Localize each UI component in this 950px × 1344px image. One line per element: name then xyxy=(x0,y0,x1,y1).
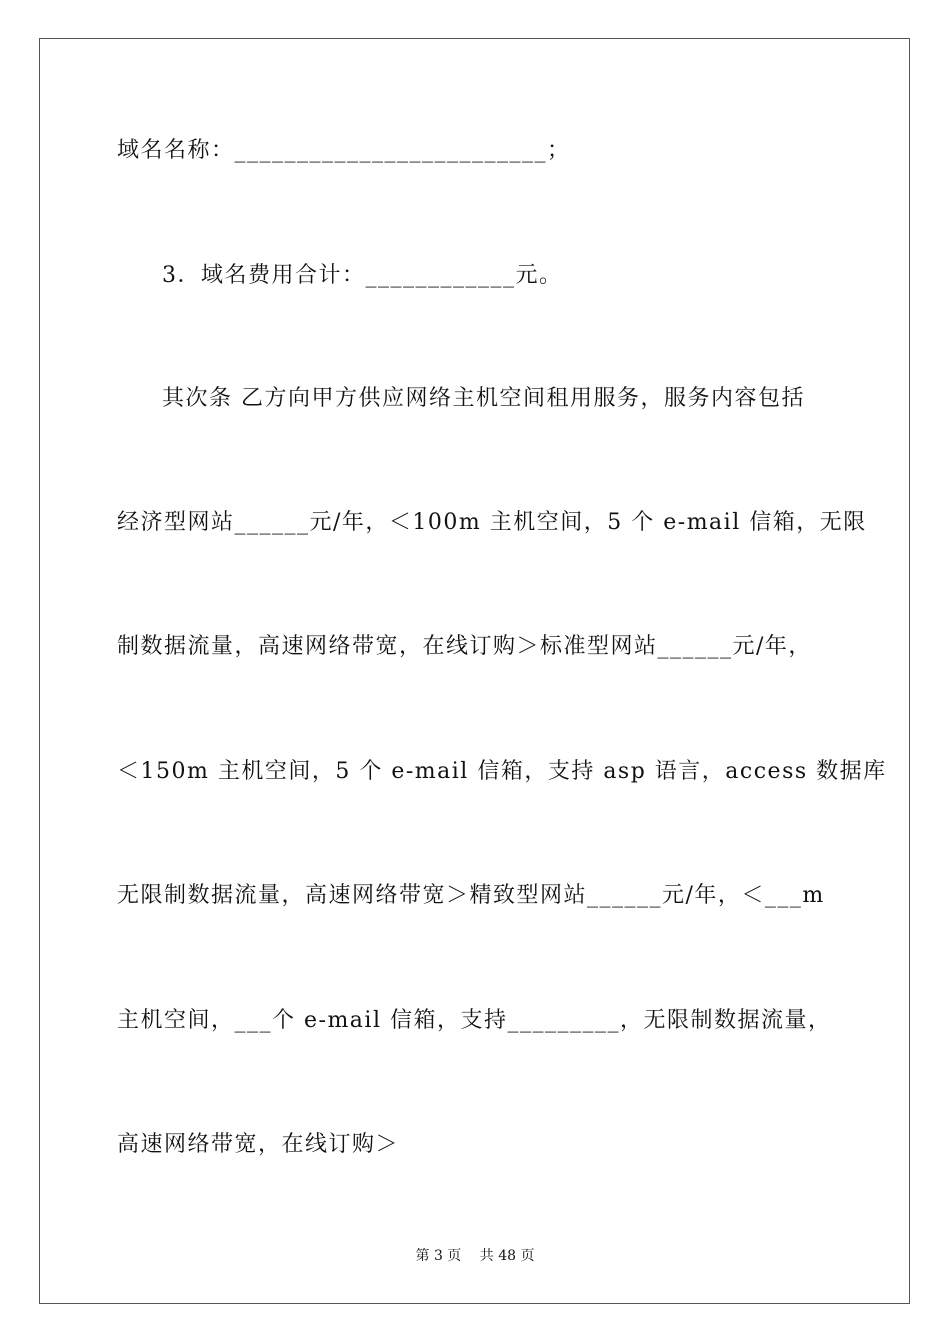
text-line-premium-features: 主机空间，___个 e-mail 信箱，支持_________，无限制数据流量， xyxy=(117,1008,832,1033)
text-line-domain-fee-total: 3．域名费用合计：____________元。 xyxy=(162,263,563,288)
text-line-domain-name: 域名名称：_________________________； xyxy=(117,138,571,163)
text-line-economy-site: 经济型网站______元/年，＜100m 主机空间，5 个 e-mail 信箱，无限 xyxy=(117,510,867,535)
text-line-premium-site: 无限制数据流量，高速网络带宽＞精致型网站______元/年，＜___m xyxy=(117,883,825,908)
page-frame xyxy=(39,38,910,1304)
page-number-footer: 第 3 页 共 48 页 xyxy=(415,1248,535,1264)
text-line-standard-features: ＜150m 主机空间，5 个 e-mail 信箱，支持 asp 语言，access 数据库 xyxy=(117,759,887,784)
text-line-bandwidth-order: 高速网络带宽，在线订购＞ xyxy=(117,1132,400,1157)
text-line-article-2-intro: 其次条 乙方向甲方供应网络主机空间租用服务，服务内容包括 xyxy=(162,386,805,411)
text-line-standard-site: 制数据流量，高速网络带宽，在线订购＞标准型网站______元/年， xyxy=(117,634,812,659)
